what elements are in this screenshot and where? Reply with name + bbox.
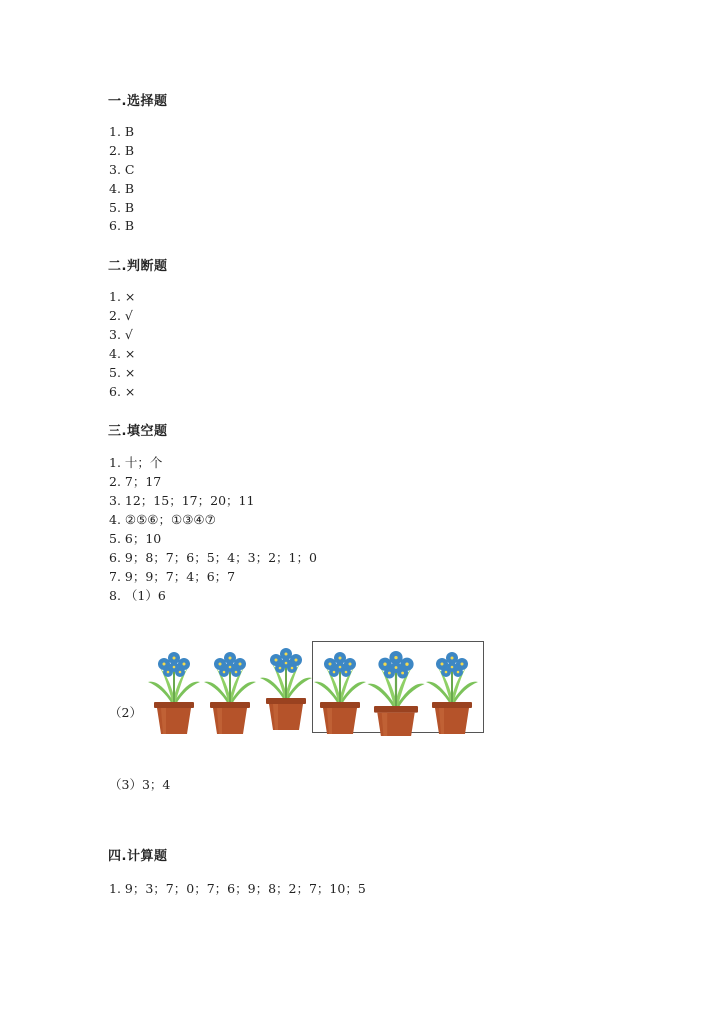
section-title-choice: 一.选择题 bbox=[108, 94, 168, 109]
flower-pot bbox=[148, 652, 200, 734]
answer-line: 5. × bbox=[109, 365, 136, 380]
answer-line: 5. B bbox=[109, 200, 135, 215]
flower-pots-figure bbox=[146, 636, 486, 736]
answer-line: 2. 7；17 bbox=[109, 474, 162, 489]
section-title-calculation: 四.计算题 bbox=[108, 849, 168, 864]
answer-line: 3. √ bbox=[109, 327, 133, 342]
answer-line: 1. B bbox=[109, 124, 135, 139]
answer-line: 8. （1）6 bbox=[109, 588, 166, 603]
answer-line: 4. ②⑤⑥；①③④⑦ bbox=[109, 512, 216, 527]
flower-pot bbox=[426, 652, 478, 734]
answer-line: 3. 12；15；17；20；11 bbox=[109, 493, 255, 508]
answer-line: 1. 9；3；7；0；7；6；9；8；2；7；10；5 bbox=[109, 881, 366, 896]
answer-line: 2. B bbox=[109, 143, 135, 158]
answer-line: 1. × bbox=[109, 289, 136, 304]
section-title-fill-blank: 三.填空题 bbox=[108, 424, 168, 439]
answer-line: 3. C bbox=[109, 162, 135, 177]
answer-line: 5. 6；10 bbox=[109, 531, 162, 546]
part-2-label: （2） bbox=[109, 705, 142, 720]
flower-pot bbox=[260, 648, 312, 730]
answer-line: 2. √ bbox=[109, 308, 133, 323]
answer-line: 7. 9；9；7；4；6；7 bbox=[109, 569, 236, 584]
flower-pot bbox=[367, 651, 424, 736]
answer-line: 6. × bbox=[109, 384, 136, 399]
answer-line: 4. B bbox=[109, 181, 135, 196]
flower-pot bbox=[204, 652, 256, 734]
flower-pot bbox=[314, 652, 366, 734]
answer-line: 4. × bbox=[109, 346, 136, 361]
answer-line: 6. 9；8；7；6；5；4；3；2；1；0 bbox=[109, 550, 317, 565]
answer-line: 6. B bbox=[109, 218, 135, 233]
section-title-judgement: 二.判断题 bbox=[108, 259, 168, 274]
answer-line: 1. 十；个 bbox=[109, 455, 163, 470]
part-3-answer: （3）3；4 bbox=[109, 777, 171, 792]
